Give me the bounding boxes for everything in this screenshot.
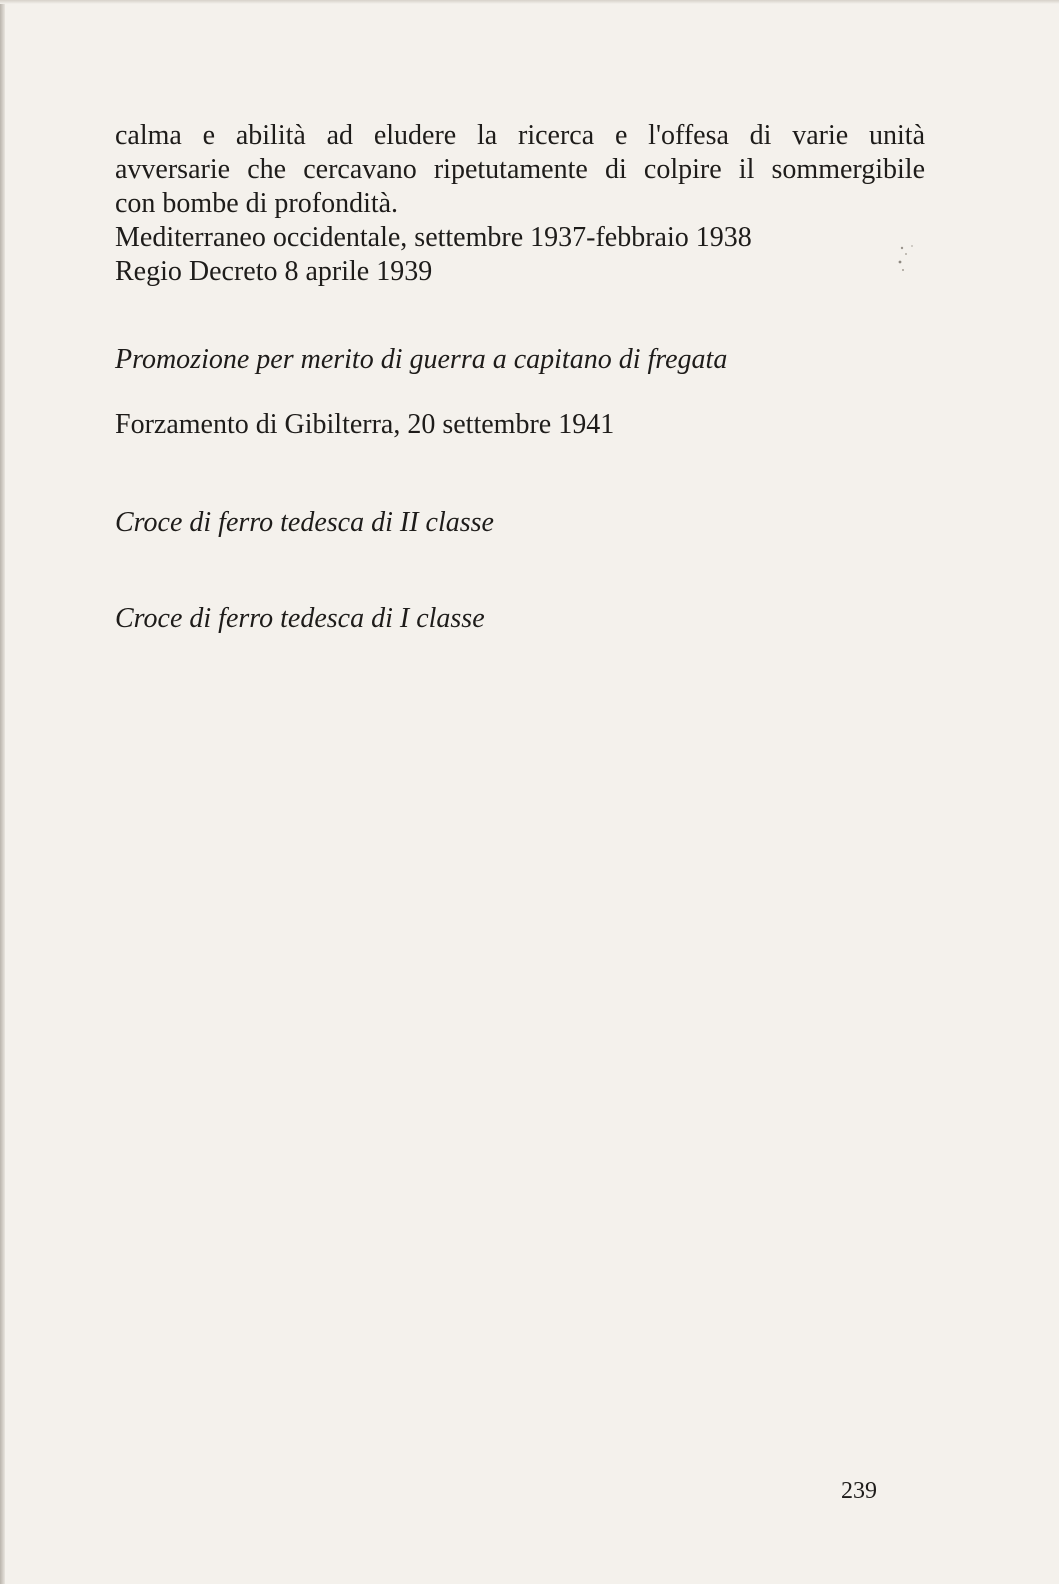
page-number: 239	[841, 1478, 877, 1504]
award-text: Croce di ferro tedesca di II classe	[115, 507, 494, 538]
award-iron-cross-2	[115, 506, 925, 540]
citation-text	[115, 119, 925, 289]
page-edge	[0, 0, 5, 1584]
page-edge-top	[0, 0, 1059, 4]
place-date: Mediterraneo occidentale, settembre 1937-febbraio 1938	[115, 222, 752, 253]
award-text: Croce di ferro tedesca di I classe	[115, 603, 485, 634]
decree: Regio Decreto 8 aprile 1939	[115, 256, 433, 287]
promotion-detail	[115, 408, 925, 442]
text-line: calma e abilità ad eludere la ricerca e l'offesa di varie unità	[115, 120, 925, 151]
promotion-title	[115, 343, 925, 377]
promotion-heading: Promozione per merito di guerra a capitano di fregata	[115, 344, 728, 375]
award-iron-cross-1	[115, 602, 925, 636]
text-line: con bombe di profondità.	[115, 188, 399, 219]
text-line: avversarie che cercavano ripetutamente di colpire il sommergibile	[115, 154, 925, 185]
promotion-detail-text: Forzamento di Gibilterra, 20 settembre 1941	[115, 409, 615, 440]
print-speck	[872, 240, 922, 290]
